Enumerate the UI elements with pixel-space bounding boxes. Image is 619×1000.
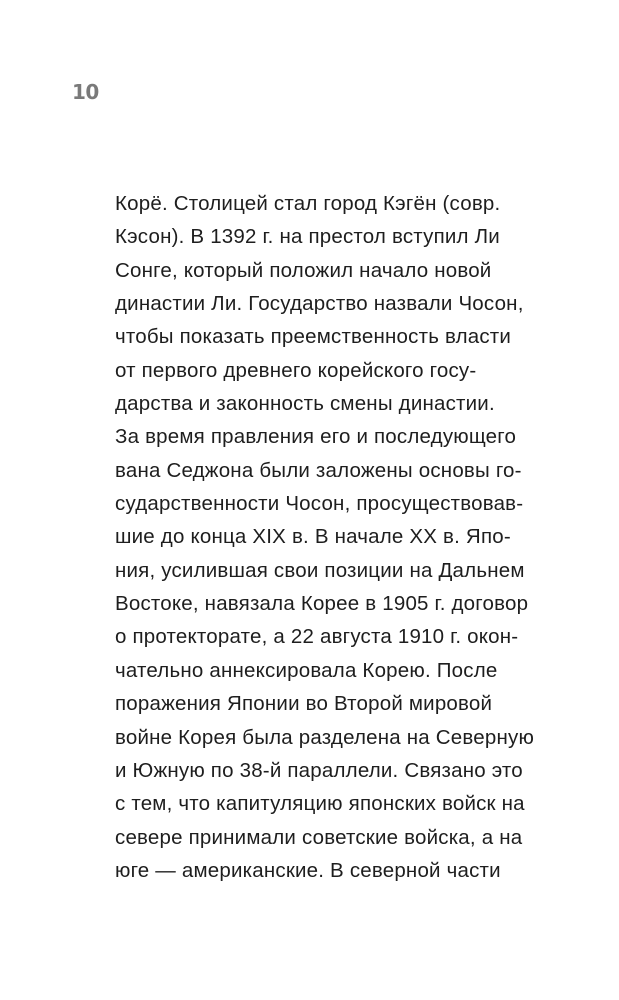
text-line: чательно аннексировала Корею. После	[115, 658, 498, 682]
text-line: Востоке, навязала Корее в 1905 г. договор	[115, 592, 529, 616]
text-line: юге — американские. В северной части	[115, 858, 501, 882]
text-line: сударственности Чосон, просуществовав-	[115, 492, 524, 516]
page-number: 10	[72, 80, 99, 104]
text-line: и Южную по 38-й параллели. Связано это	[115, 758, 523, 782]
text-line: чтобы показать преемственность власти	[115, 325, 512, 349]
text-line: шие до конца XIX в. В начале XX в. Япо-	[115, 525, 511, 549]
text-line: Сонге, который положил начало новой	[115, 258, 492, 282]
text-line: династии Ли. Государство назвали Чосон,	[115, 292, 524, 316]
text-line: Кэсон). В 1392 г. на престол вступил Ли	[115, 225, 500, 249]
text-line: о протекторате, а 22 августа 1910 г. окон-	[115, 625, 519, 649]
text-line: За время правления его и последующего	[115, 425, 517, 449]
body-text	[115, 187, 534, 887]
text-line: севере принимали советские войска, а на	[115, 825, 523, 849]
text-line: поражения Японии во Второй мировой	[115, 692, 493, 716]
text-line: с тем, что капитуляцию японских войск на	[115, 792, 525, 816]
text-line: войне Корея была разделена на Северную	[115, 725, 535, 749]
text-line: Корё. Столицей стал город Кэгён (совр.	[115, 192, 501, 215]
text-line: ния, усилившая свои позиции на Дальнем	[115, 558, 525, 582]
text-line: вана Седжона были заложены основы го-	[115, 458, 522, 482]
text-line: дарства и законность смены династии.	[115, 392, 495, 416]
text-line: от первого древнего корейского госу-	[115, 358, 477, 382]
